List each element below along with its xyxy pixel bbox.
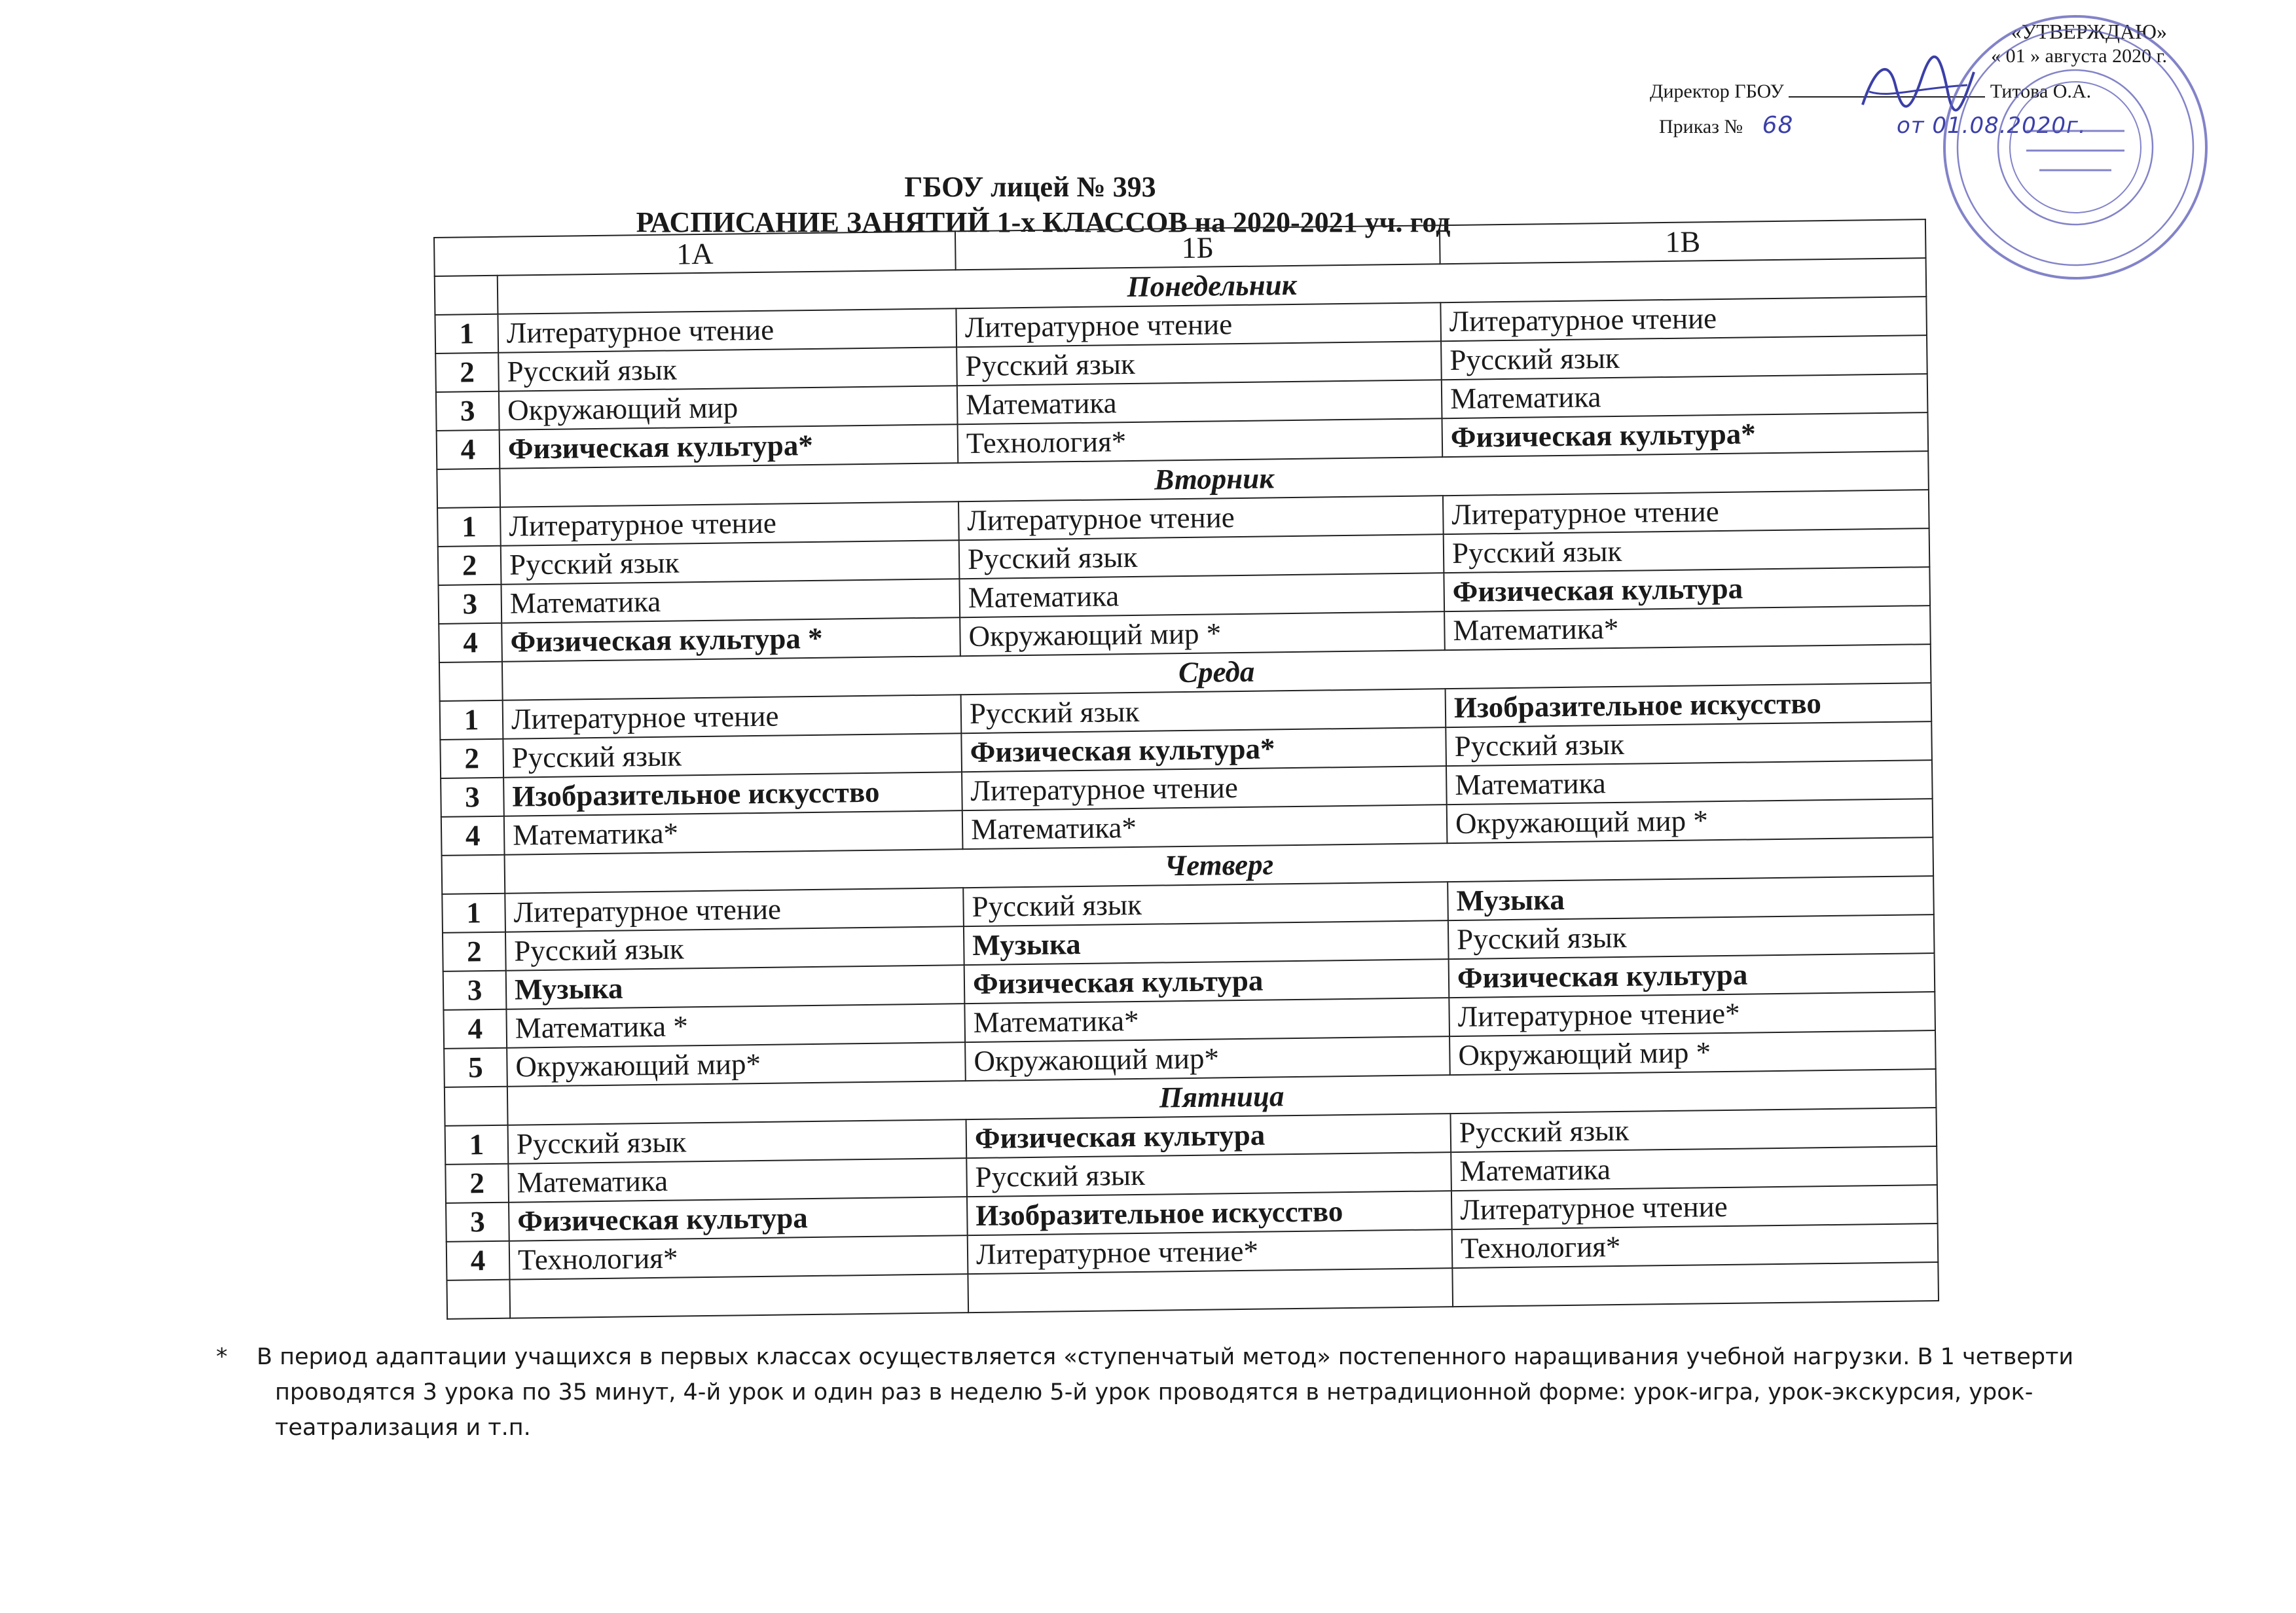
- lesson-number: 1: [440, 700, 503, 740]
- lesson-cell-1b: Литературное чтение: [962, 766, 1447, 810]
- day-spacer: [442, 855, 505, 894]
- empty-cell: [1452, 1262, 1939, 1307]
- lesson-cell-1v: Русский язык: [1446, 721, 1932, 766]
- school-name: ГБОУ лицей № 393: [904, 171, 1156, 203]
- approval-date: « 01 » августа 2020 г.: [1991, 45, 2167, 67]
- lesson-cell-1a: Русский язык: [508, 1119, 967, 1164]
- lesson-number: 4: [437, 430, 500, 469]
- lesson-cell-1b: Математика*: [962, 805, 1448, 849]
- lesson-cell-1v: Изобразительное искусство: [1446, 683, 1932, 727]
- lesson-cell-1b: Физическая культура: [966, 1114, 1451, 1158]
- lesson-cell-1v: Русский язык: [1444, 528, 1930, 573]
- class-header-1a: 1А: [434, 231, 956, 276]
- lesson-cell-1b: Музыка: [964, 920, 1449, 965]
- lesson-cell-1a: Окружающий мир*: [507, 1042, 966, 1087]
- lesson-cell-1a: Литературное чтение: [498, 308, 957, 353]
- lesson-number: 5: [444, 1048, 507, 1087]
- lesson-cell-1b: Русский язык: [966, 1152, 1451, 1197]
- lesson-cell-1b: Окружающий мир*: [965, 1036, 1450, 1081]
- footnote-line: театрализация и т.п.: [275, 1415, 531, 1441]
- lesson-cell-1v: Русский язык: [1448, 915, 1935, 959]
- lesson-cell-1a: Русский язык: [501, 540, 960, 585]
- lesson-cell-1v: Литературное чтение: [1451, 1185, 1938, 1229]
- lesson-cell-1a: Изобразительное искусство: [503, 772, 962, 816]
- director-label: Директор ГБОУ: [1650, 81, 1784, 102]
- lesson-cell-1a: Литературное чтение: [505, 888, 964, 932]
- lesson-cell-1v: Окружающий мир *: [1447, 799, 1933, 843]
- day-name: Понедельник: [498, 258, 1927, 314]
- lesson-cell-1a: Физическая культура *: [501, 617, 960, 662]
- lesson-cell-1a: Музыка: [506, 965, 965, 1009]
- empty-cell: [509, 1274, 968, 1318]
- day-name: Среда: [502, 644, 1931, 700]
- class-header-1b: 1Б: [955, 225, 1440, 270]
- lesson-cell-1v: Русский язык: [1450, 1108, 1937, 1152]
- lesson-number: 4: [439, 623, 502, 662]
- lesson-cell-1v: Окружающий мир *: [1449, 1030, 1936, 1075]
- lesson-number: 3: [441, 778, 504, 817]
- lesson-cell-1v: Литературное чтение: [1440, 297, 1927, 341]
- class-header-1v: 1В: [1440, 219, 1926, 264]
- empty-cell: [446, 1280, 510, 1319]
- lesson-cell-1a: Русский язык: [498, 347, 957, 391]
- lesson-cell-1a: Литературное чтение: [503, 695, 962, 739]
- lesson-cell-1a: Физическая культура*: [500, 424, 958, 469]
- day-name: Пятница: [507, 1069, 1937, 1125]
- day-spacer: [445, 1087, 508, 1126]
- lesson-cell-1v: Математика*: [1444, 606, 1931, 650]
- lesson-cell-1v: Математика: [1451, 1146, 1937, 1191]
- lesson-number: 3: [436, 391, 500, 431]
- lesson-number: 3: [438, 585, 501, 624]
- day-spacer: [439, 662, 503, 701]
- lesson-number: 1: [445, 1125, 509, 1165]
- schedule-body: [435, 258, 1939, 1319]
- lesson-cell-1v: Литературное чтение: [1443, 490, 1929, 534]
- lesson-cell-1v: Физическая культура*: [1442, 412, 1929, 457]
- footnote-line: проводятся 3 урока по 35 минут, 4-й урок и один раз в неделю 5-й урок проводятся в нетрадиционной форме: урок-игра, урок-экскурсия, урок-: [275, 1379, 2033, 1405]
- lesson-number: 2: [435, 353, 499, 392]
- lesson-cell-1b: Математика: [957, 380, 1442, 424]
- order-date: от 01.08.2020г.: [1896, 113, 2086, 139]
- lesson-number: 1: [442, 894, 505, 933]
- lesson-cell-1v: Физическая культура: [1449, 953, 1935, 998]
- lesson-number: 1: [435, 314, 498, 353]
- lesson-cell-1b: Математика: [959, 573, 1444, 617]
- empty-cell: [968, 1268, 1453, 1313]
- lesson-cell-1b: Русский язык: [957, 341, 1442, 386]
- lesson-cell-1b: Математика*: [964, 998, 1449, 1042]
- lesson-cell-1b: Изобразительное искусство: [967, 1191, 1452, 1235]
- approval-title: «УТВЕРЖДАЮ»: [2011, 20, 2167, 43]
- director-name: Титова О.А.: [1990, 81, 2092, 102]
- order-label: Приказ №: [1659, 116, 1743, 137]
- lesson-cell-1a: Русский язык: [503, 733, 962, 778]
- lesson-cell-1a: Математика: [508, 1158, 967, 1203]
- lesson-number: 3: [446, 1203, 509, 1242]
- day-name: Вторник: [500, 451, 1929, 507]
- lesson-cell-1b: Литературное чтение*: [968, 1229, 1453, 1274]
- schedule-table: [433, 219, 1939, 1320]
- lesson-cell-1v: Технология*: [1452, 1223, 1939, 1268]
- lesson-number: 2: [445, 1164, 509, 1203]
- lesson-cell-1a: Математика*: [504, 810, 963, 855]
- day-spacer: [435, 276, 498, 315]
- lesson-cell-1a: Литературное чтение: [500, 501, 959, 546]
- lesson-cell-1b: Русский язык: [963, 882, 1448, 926]
- day-name: Четверг: [505, 837, 1934, 894]
- lesson-cell-1v: Русский язык: [1441, 335, 1927, 380]
- page-title: РАСПИСАНИЕ ЗАНЯТИЙ 1-х КЛАССОВ на 2020-2021 уч. год: [636, 206, 1451, 238]
- order-number: 68: [1762, 112, 1794, 139]
- lesson-cell-1a: Математика *: [506, 1004, 965, 1048]
- lesson-cell-1b: Русский язык: [959, 534, 1444, 579]
- lesson-cell-1b: Физическая культура: [964, 959, 1449, 1004]
- lesson-cell-1v: Физическая культура: [1444, 567, 1930, 611]
- lesson-number: 3: [443, 971, 507, 1010]
- lesson-cell-1b: Литературное чтение: [956, 302, 1441, 347]
- lesson-number: 2: [443, 932, 506, 971]
- lesson-number: 4: [446, 1241, 510, 1280]
- lesson-cell-1v: Математика: [1442, 374, 1928, 418]
- lesson-cell-1a: Математика: [501, 579, 960, 623]
- lesson-number: 2: [438, 546, 501, 585]
- lesson-cell-1a: Окружающий мир: [499, 386, 958, 430]
- lesson-number: 1: [437, 507, 501, 547]
- footnote-line: В период адаптации учащихся в первых классах осуществляется «ступенчатый метод» постепенного наращивания учебной нагрузки. В 1 четверти: [257, 1344, 2074, 1370]
- lesson-cell-1a: Технология*: [509, 1235, 968, 1280]
- lesson-cell-1b: Технология*: [958, 418, 1443, 463]
- lesson-number: 2: [440, 739, 503, 778]
- lesson-cell-1a: Физическая культура: [509, 1197, 968, 1241]
- schedule-sheet: [433, 219, 1938, 1320]
- lesson-cell-1b: Физическая культура*: [961, 727, 1446, 772]
- footnote-star: *: [216, 1344, 228, 1370]
- lesson-cell-1b: Окружающий мир *: [960, 611, 1445, 656]
- lesson-number: 4: [441, 816, 505, 856]
- lesson-cell-1v: Литературное чтение*: [1449, 992, 1935, 1036]
- lesson-number: 4: [443, 1009, 507, 1049]
- day-spacer: [437, 469, 500, 508]
- lesson-cell-1v: Математика: [1446, 760, 1933, 805]
- lesson-cell-1b: Русский язык: [961, 689, 1446, 733]
- lesson-cell-1a: Русский язык: [505, 926, 964, 971]
- lesson-cell-1b: Литературное чтение: [958, 496, 1444, 540]
- lesson-cell-1v: Музыка: [1448, 876, 1934, 920]
